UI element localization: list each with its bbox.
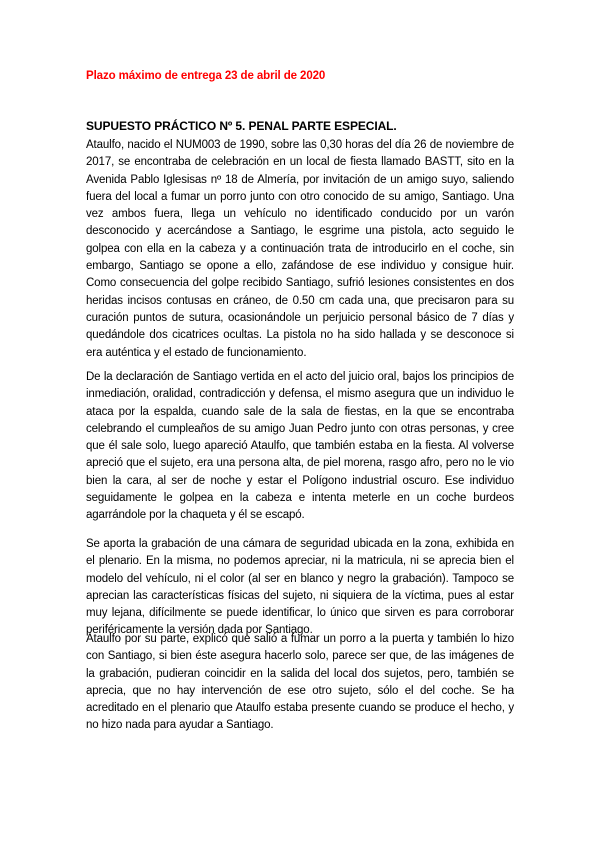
paragraph-video-evidence: Se aporta la grabación de una cámara de seguridad ubicada en la zona, exhibida en el plenario. En la misma, no podemos apreciar, ni la matricula, ni se aprecia bien el modelo del vehículo, ni el color (al ser en blanco y negro la grabación). Tampoco se aprecian las características físicas del sujeto, ni siquiera de la víctima, pues al estar muy lejana, difícilmente se puede identificar, lo único que sirven es para corroborar periféricamente la versión dada por Santiago. xyxy=(86,538,514,637)
deadline-notice: Plazo máximo de entrega 23 de abril de 2020 xyxy=(86,70,326,82)
paragraph-victim-statement: De la declaración de Santiago vertida en el acto del juicio oral, bajos los principios de inmediación, oralidad, contradicción y defensa, el mismo asegura que un individuo le ataca por la espalda, cuando sale de la sala de fiestas, en la que se encontraba celebrando el cumpleaños de su amigo Juan Pedro junto con otras personas, y cree que él sale solo, luego apareció Ataulfo, que también estaba en la fiesta. Al volverse apreció que el sujeto, era una persona alta, de piel morena, rasgo afro, pero no le vio bien la cara, al ser de noche y estar el Polígono industrial oscuro. Ese individuo seguidamente le golpea en la cabeza e intenta meterle en un coche burdeos agarrándole por la chaqueta y él se escapó. xyxy=(86,371,514,522)
document-title: SUPUESTO PRÁCTICO Nº 5. PENAL PARTE ESPECIAL. xyxy=(86,119,397,133)
paragraph-defendant-statement: Ataulfo por su parte, explicó que salió a fumar un porro a la puerta y también lo hizo con Santiago, si bien éste asegura hacerlo solo, parece ser que, de las imágenes de la grabación, pudieran coincidir en la salida del local dos sujetos, pero, también se aprecia, que no hay intervención de ese otro sujeto, sólo el del coche. Se ha acreditado en el plenario que Ataulfo estaba presente cuando se produce el hecho, y no hizo nada para ayudar a Santiago. xyxy=(86,633,514,732)
paragraph-facts: Ataulfo, nacido el NUM003 de 1990, sobre las 0,30 horas del día 26 de noviembre de 2017, se encontraba de celebración en un local de fiesta llamado BASTT, sito en la Avenida Pablo Iglesisas nº 18 de Almería, por invitación de un amigo suyo, saliendo fuera del local a fumar un porro junto con otro conocido de su amigo, Santiago. Una vez ambos fuera, llega un vehículo no identificado conducido por un varón desconocido y acercándose a Santiago, le esgrime una pistola, acto seguido le golpea con ella en la cabeza y a continuación trata de introducirlo en el coche, sin embargo, Santiago se opone a ello, zafándose de ese individuo y consigue huir. Como consecuencia del golpe recibido Santiago, sufrió lesiones consistentes en dos heridas incisos contusas en cráneo, de 0.50 cm cada una, que precisaron para su curación puntos de sutura, ocasionándole un perjuicio personal básico de 7 días y quedándole dos cicatrices ocultas. La pistola no ha sido hallada y se desconoce si era auténtica y el estado de funcionamiento. xyxy=(86,139,514,359)
